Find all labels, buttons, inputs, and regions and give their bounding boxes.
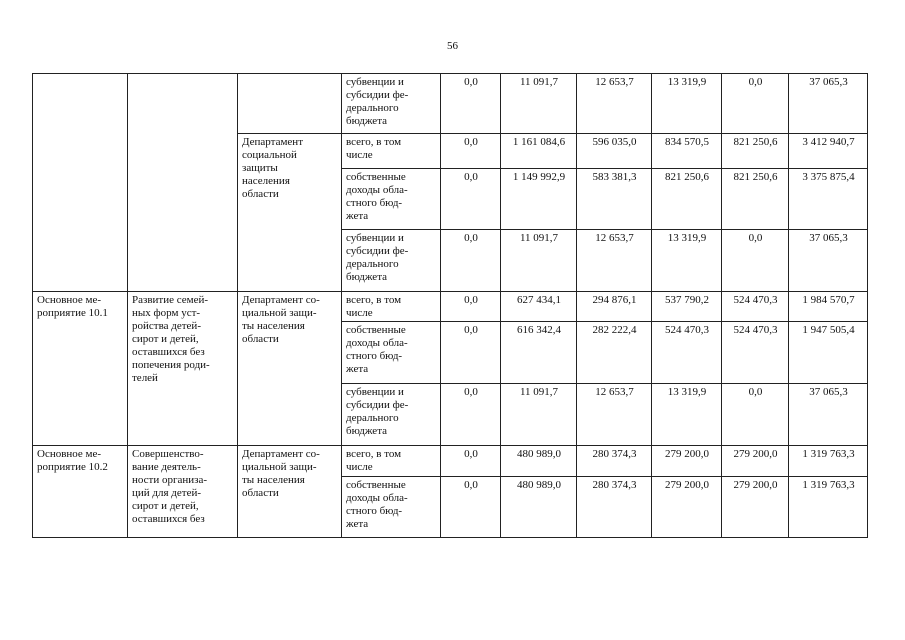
description-cell-empty [128,74,238,292]
value-cell: 12 653,7 [577,384,652,446]
value-cell: 524 470,3 [722,322,789,384]
funding-source-cell: собственные доходы обла- стного бюд- жета [342,322,441,384]
department-cell: Департамент со- циальной защи- ты населения области [238,292,342,446]
value-cell: 537 790,2 [652,292,722,322]
department-cell: Департамент со- циальной защи- ты населения области [238,446,342,538]
value-cell: 3 412 940,7 [789,134,868,169]
value-cell: 0,0 [441,292,501,322]
value-cell: 583 381,3 [577,169,652,230]
value-cell: 480 989,0 [501,446,577,477]
value-cell: 0,0 [441,384,501,446]
value-cell: 282 222,4 [577,322,652,384]
value-cell: 12 653,7 [577,230,652,292]
value-cell: 1 319 763,3 [789,446,868,477]
description-cell: Совершенство- вание деятель- ности организа- ций для детей- сирот и детей, оставшихся без [128,446,238,538]
value-cell: 1 161 084,6 [501,134,577,169]
budget-table [32,73,868,538]
value-cell: 3 375 875,4 [789,169,868,230]
value-cell: 37 065,3 [789,384,868,446]
value-cell: 0,0 [441,134,501,169]
measure-cell-empty [33,74,128,292]
value-cell: 821 250,6 [722,134,789,169]
value-cell: 524 470,3 [722,292,789,322]
value-cell: 279 200,0 [722,446,789,477]
value-cell: 0,0 [722,74,789,134]
value-cell: 616 342,4 [501,322,577,384]
department-cell-empty [238,74,342,134]
value-cell: 13 319,9 [652,384,722,446]
value-cell: 627 434,1 [501,292,577,322]
value-cell: 480 989,0 [501,477,577,538]
funding-source-cell: собственные доходы обла- стного бюд- жета [342,477,441,538]
value-cell: 37 065,3 [789,74,868,134]
funding-source-cell: всего, в том числе [342,134,441,169]
value-cell: 0,0 [441,74,501,134]
value-cell: 279 200,0 [652,446,722,477]
value-cell: 0,0 [722,384,789,446]
value-cell: 37 065,3 [789,230,868,292]
value-cell: 821 250,6 [722,169,789,230]
value-cell: 1 149 992,9 [501,169,577,230]
measure-cell: Основное ме- роприятие 10.2 [33,446,128,538]
funding-source-cell: собственные доходы обла- стного бюд- жета [342,169,441,230]
value-cell: 524 470,3 [652,322,722,384]
value-cell: 0,0 [441,477,501,538]
measure-cell: Основное ме- роприятие 10.1 [33,292,128,446]
value-cell: 1 947 505,4 [789,322,868,384]
value-cell: 279 200,0 [722,477,789,538]
value-cell: 12 653,7 [577,74,652,134]
funding-source-cell: субвенции и субсидии фе- дерального бюджета [342,74,441,134]
value-cell: 0,0 [441,446,501,477]
value-cell: 279 200,0 [652,477,722,538]
funding-source-cell: субвенции и субсидии фе- дерального бюджета [342,384,441,446]
value-cell: 13 319,9 [652,230,722,292]
value-cell: 0,0 [441,230,501,292]
funding-source-cell: субвенции и субсидии фе- дерального бюджета [342,230,441,292]
description-cell: Развитие семей- ных форм уст- ройства детей- сирот и детей, оставшихся без попечения роди- телей [128,292,238,446]
value-cell: 294 876,1 [577,292,652,322]
table-row [33,74,868,134]
value-cell: 1 319 763,3 [789,477,868,538]
value-cell: 596 035,0 [577,134,652,169]
value-cell: 11 091,7 [501,230,577,292]
value-cell: 0,0 [441,169,501,230]
value-cell: 11 091,7 [501,74,577,134]
value-cell: 13 319,9 [652,74,722,134]
value-cell: 11 091,7 [501,384,577,446]
value-cell: 0,0 [441,322,501,384]
value-cell: 1 984 570,7 [789,292,868,322]
department-cell: Департамент социальной защиты населения области [238,134,342,292]
value-cell: 280 374,3 [577,446,652,477]
page-number: 56 [447,40,458,52]
funding-source-cell: всего, в том числе [342,292,441,322]
value-cell: 821 250,6 [652,169,722,230]
value-cell: 280 374,3 [577,477,652,538]
funding-source-cell: всего, в том числе [342,446,441,477]
value-cell: 834 570,5 [652,134,722,169]
value-cell: 0,0 [722,230,789,292]
table-row [33,292,868,322]
table-row [33,446,868,477]
